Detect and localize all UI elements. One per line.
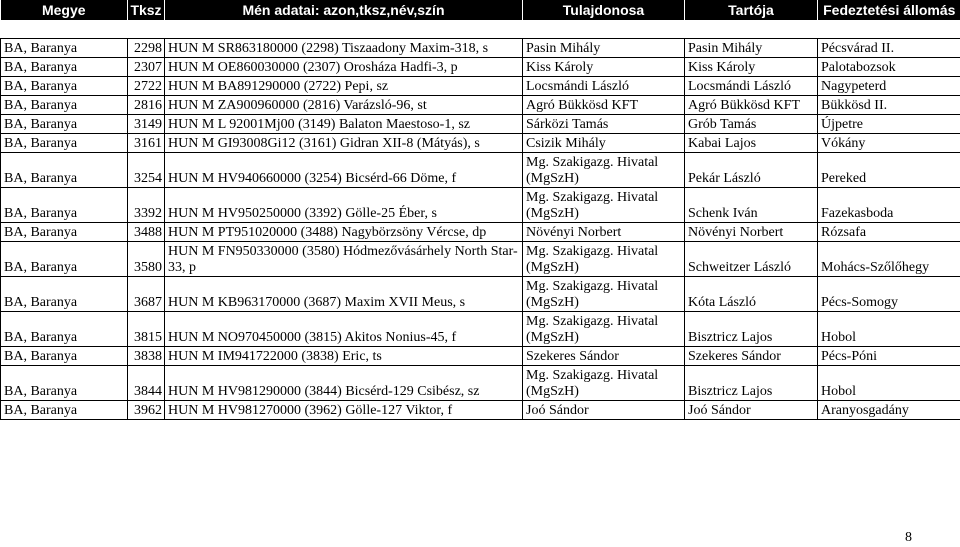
cell-tksz: 3254 [128, 153, 165, 188]
cell-megye: BA, Baranya [1, 242, 128, 277]
cell-allomas: Pécs-Póni [818, 347, 960, 366]
cell-men-adatai: HUN M HV981290000 (3844) Bicsérd-129 Csibész, sz [165, 366, 523, 401]
cell-tulajdonosa: Mg. Szakigazg. Hivatal (MgSzH) [523, 153, 685, 188]
cell-tulajdonosa: Mg. Szakigazg. Hivatal (MgSzH) [523, 188, 685, 223]
cell-men-adatai: HUN M OE860030000 (2307) Orosháza Hadfi-3, p [165, 58, 523, 77]
cell-tulajdonosa: Joó Sándor [523, 401, 685, 420]
cell-men-adatai: HUN M SR863180000 (2298) Tiszaadony Maxim-318, s [165, 39, 523, 58]
cell-tulajdonosa: Locsmándi László [523, 77, 685, 96]
cell-tartoja: Pasin Mihály [685, 39, 818, 58]
cell-tartoja: Növényi Norbert [685, 223, 818, 242]
cell-tulajdonosa: Szekeres Sándor [523, 347, 685, 366]
cell-tksz: 3687 [128, 277, 165, 312]
cell-tulajdonosa: Mg. Szakigazg. Hivatal (MgSzH) [523, 366, 685, 401]
cell-men-adatai: HUN M L 92001Mj00 (3149) Balaton Maestoso-1, sz [165, 115, 523, 134]
cell-tksz: 3838 [128, 347, 165, 366]
cell-tksz: 3962 [128, 401, 165, 420]
cell-tartoja: Pekár László [685, 153, 818, 188]
cell-tksz: 2307 [128, 58, 165, 77]
table-row [1, 58, 960, 77]
header-tartoja: Tartója [685, 0, 818, 20]
cell-tartoja: Szekeres Sándor [685, 347, 818, 366]
cell-tulajdonosa: Mg. Szakigazg. Hivatal (MgSzH) [523, 277, 685, 312]
cell-men-adatai: HUN M KB963170000 (3687) Maxim XVII Meus, s [165, 277, 523, 312]
cell-allomas: Pécsvárad II. [818, 39, 960, 58]
cell-tulajdonosa: Pasin Mihály [523, 39, 685, 58]
cell-tartoja: Schweitzer László [685, 242, 818, 277]
header-tulajdonosa: Tulajdonosa [523, 0, 685, 20]
cell-tksz: 3392 [128, 188, 165, 223]
cell-allomas: Rózsafa [818, 223, 960, 242]
cell-tulajdonosa: Mg. Szakigazg. Hivatal (MgSzH) [523, 242, 685, 277]
cell-megye: BA, Baranya [1, 96, 128, 115]
cell-men-adatai: HUN M ZA900960000 (2816) Varázsló-96, st [165, 96, 523, 115]
cell-tartoja: Schenk Iván [685, 188, 818, 223]
cell-allomas: Nagypeterd [818, 77, 960, 96]
table-body [1, 20, 960, 420]
cell-tulajdonosa: Agró Bükkösd KFT [523, 96, 685, 115]
header-gap [1, 20, 960, 39]
cell-allomas: Hobol [818, 366, 960, 401]
cell-tulajdonosa: Sárközi Tamás [523, 115, 685, 134]
header-megye: Megye [1, 0, 128, 20]
cell-tksz: 3488 [128, 223, 165, 242]
cell-tartoja: Bisztricz Lajos [685, 312, 818, 347]
header-row [1, 0, 960, 20]
header-fedeztetesi-allomas: Fedeztetési állomás [818, 0, 960, 20]
cell-tartoja: Bisztricz Lajos [685, 366, 818, 401]
cell-tartoja: Kóta László [685, 277, 818, 312]
cell-tksz: 3580 [128, 242, 165, 277]
cell-tartoja: Agró Bükkösd KFT [685, 96, 818, 115]
table-row [1, 223, 960, 242]
cell-tulajdonosa: Növényi Norbert [523, 223, 685, 242]
cell-megye: BA, Baranya [1, 153, 128, 188]
cell-men-adatai: HUN M NO970450000 (3815) Akitos Nonius-45, f [165, 312, 523, 347]
cell-allomas: Fazekasboda [818, 188, 960, 223]
cell-tartoja: Kabai Lajos [685, 134, 818, 153]
cell-megye: BA, Baranya [1, 188, 128, 223]
cell-tartoja: Locsmándi László [685, 77, 818, 96]
table-row [1, 188, 960, 223]
cell-megye: BA, Baranya [1, 401, 128, 420]
table-row [1, 401, 960, 420]
cell-tartoja: Grób Tamás [685, 115, 818, 134]
cell-megye: BA, Baranya [1, 58, 128, 77]
cell-megye: BA, Baranya [1, 347, 128, 366]
table-row [1, 115, 960, 134]
cell-megye: BA, Baranya [1, 115, 128, 134]
cell-allomas: Pécs-Somogy [818, 277, 960, 312]
cell-allomas: Vókány [818, 134, 960, 153]
cell-tksz: 2816 [128, 96, 165, 115]
cell-men-adatai: HUN M HV940660000 (3254) Bicsérd-66 Döme, f [165, 153, 523, 188]
cell-tulajdonosa: Csizik Mihály [523, 134, 685, 153]
cell-tksz: 3149 [128, 115, 165, 134]
cell-men-adatai: HUN M FN950330000 (3580) Hódmezővásárhely North Star-33, p [165, 242, 523, 277]
cell-megye: BA, Baranya [1, 223, 128, 242]
cell-tksz: 3844 [128, 366, 165, 401]
table-row [1, 96, 960, 115]
table-row [1, 39, 960, 58]
header-men-adatai: Mén adatai: azon,tksz,név,szín [165, 0, 523, 20]
table-row [1, 312, 960, 347]
header-tksz: Tksz [128, 0, 165, 20]
table-row [1, 77, 960, 96]
cell-men-adatai: HUN M HV981270000 (3962) Gölle-127 Viktor, f [165, 401, 523, 420]
cell-tartoja: Joó Sándor [685, 401, 818, 420]
cell-megye: BA, Baranya [1, 366, 128, 401]
cell-megye: BA, Baranya [1, 312, 128, 347]
table-row [1, 153, 960, 188]
cell-allomas: Aranyosgadány [818, 401, 960, 420]
cell-allomas: Bükkösd II. [818, 96, 960, 115]
cell-allomas: Pereked [818, 153, 960, 188]
cell-tulajdonosa: Mg. Szakigazg. Hivatal (MgSzH) [523, 312, 685, 347]
table-row [1, 277, 960, 312]
cell-megye: BA, Baranya [1, 77, 128, 96]
page-number: 8 [905, 530, 912, 545]
cell-allomas: Palotabozsok [818, 58, 960, 77]
cell-megye: BA, Baranya [1, 39, 128, 58]
cell-men-adatai: HUN M PT951020000 (3488) Nagybörzsöny Vércse, dp [165, 223, 523, 242]
cell-men-adatai: HUN M IM941722000 (3838) Eric, ts [165, 347, 523, 366]
table-row [1, 347, 960, 366]
cell-tksz: 2298 [128, 39, 165, 58]
table-row [1, 242, 960, 277]
cell-men-adatai: HUN M HV950250000 (3392) Gölle-25 Éber, s [165, 188, 523, 223]
cell-allomas: Újpetre [818, 115, 960, 134]
cell-tksz: 3815 [128, 312, 165, 347]
cell-tksz: 3161 [128, 134, 165, 153]
cell-tartoja: Kiss Károly [685, 58, 818, 77]
cell-megye: BA, Baranya [1, 277, 128, 312]
cell-megye: BA, Baranya [1, 134, 128, 153]
table-row [1, 366, 960, 401]
table-row [1, 134, 960, 153]
cell-tksz: 2722 [128, 77, 165, 96]
cell-allomas: Mohács-Szőlőhegy [818, 242, 960, 277]
cell-tulajdonosa: Kiss Károly [523, 58, 685, 77]
cell-men-adatai: HUN M GI93008Gi12 (3161) Gidran XII-8 (Mátyás), s [165, 134, 523, 153]
cell-allomas: Hobol [818, 312, 960, 347]
cell-men-adatai: HUN M BA891290000 (2722) Pepi, sz [165, 77, 523, 96]
